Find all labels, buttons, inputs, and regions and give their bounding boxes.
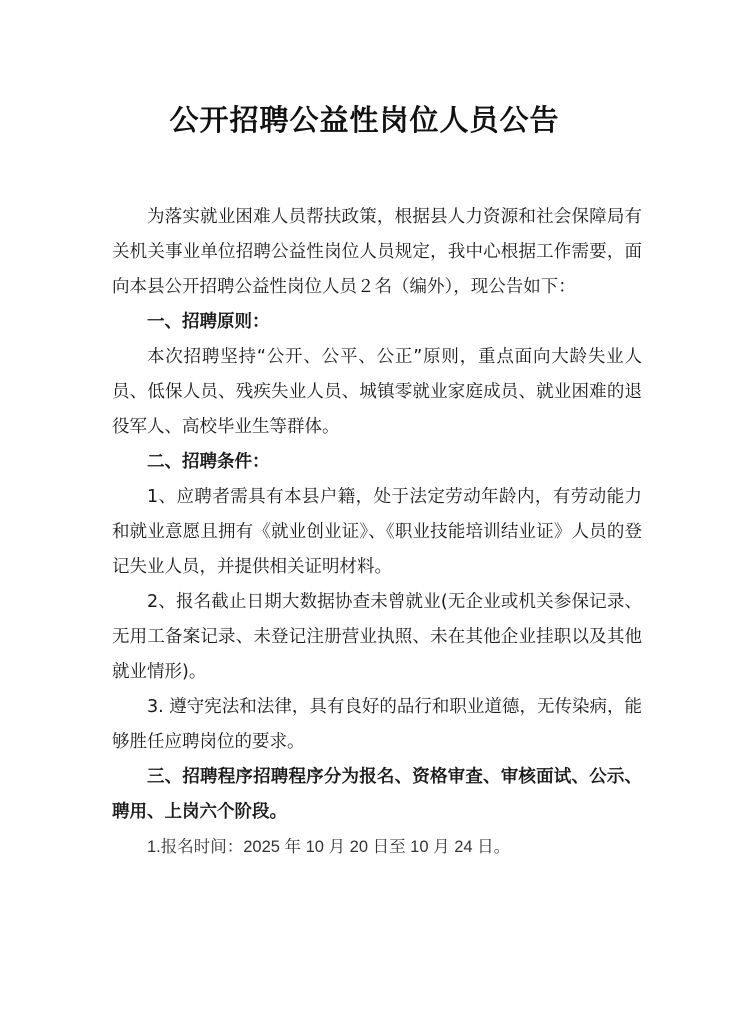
section-2-item-3: 3. 遵守宪法和法律，具有良好的品行和职业道德，无传染病，能够胜任应聘岗位的要求。 — [112, 697, 642, 752]
document-title: 公开招聘公益性岗位人员公告 — [169, 103, 560, 137]
intro-paragraph: 为落实就业困难人员帮扶政策，根据县人力资源和社会保障局有关机关事业单位招聘公益性岗位人员规定，我中心根据工作需要，面向本县公开招聘公益性岗位人员２名（编外），现公告如下： — [112, 207, 642, 297]
section-3-heading: 三、招聘程序招聘程序分为报名、资格审查、审核面试、公示、聘用、上岗六个阶段。 — [112, 767, 642, 822]
section-2-item-2: 2、报名截止日期大数据协查未曾就业(无企业或机关参保记录、无用工备案记录、未登记注册营业执照、未在其他企业挂职以及其他就业情形)。 — [112, 592, 642, 682]
section-3-item-1: 1.报名时间：2025 年 10 月 20 日至 10 月 24 日。 — [147, 838, 511, 856]
document-body — [112, 200, 642, 865]
section-2-item-1: 1、应聘者需具有本县户籍，处于法定劳动年龄内，有劳动能力和就业意愿且拥有《就业创业证》、《职业技能培训结业证》人员的登记失业人员，并提供相关证明材料。 — [112, 487, 642, 577]
section-1-text: 本次招聘坚持“公开、公平、公正”原则，重点面向大龄失业人员、低保人员、残疾失业人员、城镇零就业家庭成员、就业困难的退役军人、高校毕业生等群体。 — [112, 347, 642, 437]
section-2-heading: 二、招聘条件： — [147, 452, 270, 472]
section-1-heading: 一、招聘原则： — [147, 312, 270, 332]
